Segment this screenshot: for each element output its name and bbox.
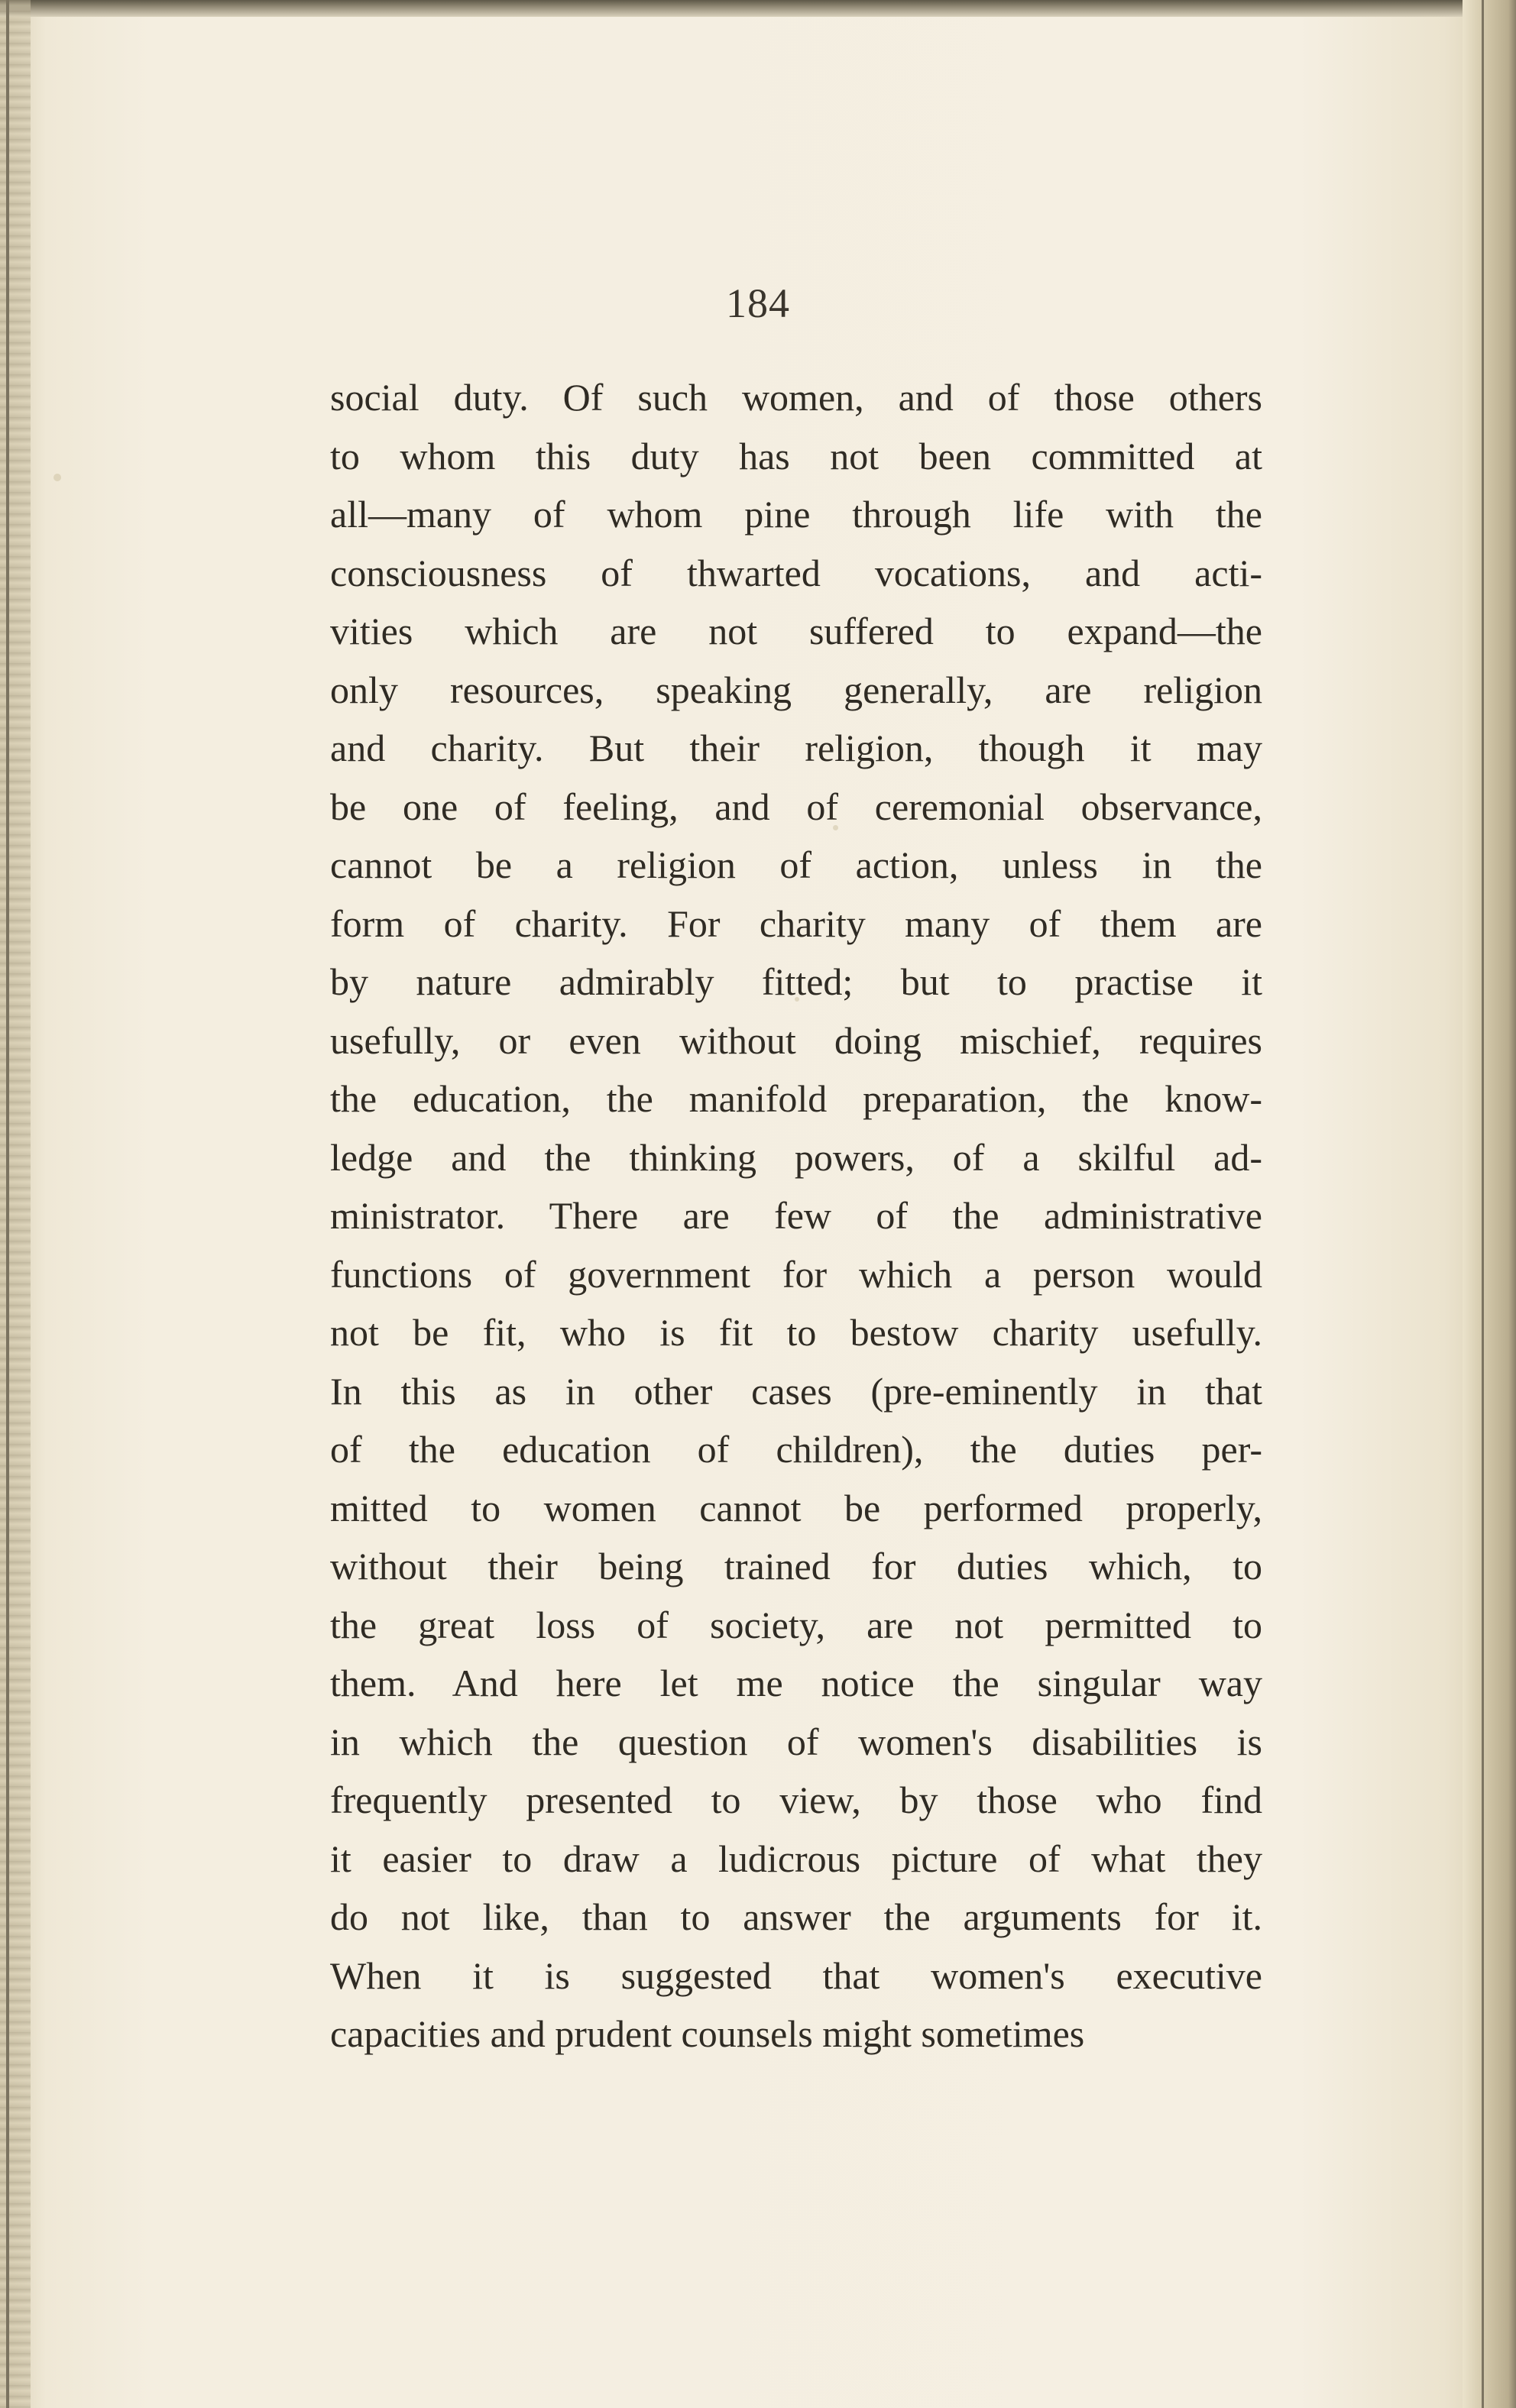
page-number: 184 bbox=[726, 280, 790, 326]
text-line: them. And here let me notice the singular way bbox=[330, 1662, 1262, 1704]
fore-edge-line bbox=[1482, 0, 1484, 2408]
text-line: all—many of whom pine through life with the bbox=[330, 493, 1262, 536]
text-line: vities which are not suffered to expand—the bbox=[330, 610, 1262, 652]
text-line: consciousness of thwarted vocations, and acti- bbox=[330, 551, 1262, 594]
text-line: form of charity. For charity many of them are bbox=[330, 901, 1262, 945]
text-line: without their being trained for duties which, to bbox=[330, 1545, 1262, 1588]
body-text bbox=[330, 368, 1262, 2063]
text-line: to whom this duty has not been committed at bbox=[330, 434, 1262, 477]
text-line: cannot be a religion of action, unless in the bbox=[330, 843, 1262, 886]
paper-spot bbox=[53, 474, 61, 481]
page-fore-edge bbox=[1463, 0, 1516, 2408]
book-binding bbox=[0, 0, 31, 2408]
text-line: ledge and the thinking powers, of a skilful ad- bbox=[330, 1135, 1262, 1179]
text-line: the great loss of society, are not permitted to bbox=[330, 1603, 1262, 1646]
binding-edge-line bbox=[6, 0, 9, 2408]
text-line: usefully, or even without doing mischief, requires bbox=[330, 1018, 1262, 1062]
text-line: be one of feeling, and of ceremonial observance, bbox=[330, 785, 1262, 828]
text-line: social duty. Of such women, and of those others bbox=[330, 376, 1262, 419]
text-line: In this as in other cases (pre-eminently in that bbox=[330, 1369, 1262, 1413]
text-line: capacities and prudent counsels might sometimes bbox=[330, 2012, 1085, 2055]
text-line: and charity. But their religion, though it may bbox=[330, 727, 1262, 769]
text-line: frequently presented to view, by those who find bbox=[330, 1778, 1262, 1821]
page-top-edge bbox=[0, 0, 1516, 17]
text-line: in which the question of women's disabilities is bbox=[330, 1720, 1262, 1763]
text-line: it easier to draw a ludicrous picture of what they bbox=[330, 1837, 1262, 1880]
text-line: functions of government for which a person would bbox=[330, 1252, 1262, 1296]
text-line: by nature admirably fitted; but to practise it bbox=[330, 960, 1262, 1003]
text-line: mitted to women cannot be performed properly, bbox=[330, 1486, 1262, 1529]
text-line: the education, the manifold preparation, the know- bbox=[330, 1077, 1262, 1120]
text-line: of the education of children), the duties per- bbox=[330, 1428, 1262, 1471]
text-line: do not like, than to answer the arguments for it. bbox=[330, 1895, 1262, 1938]
text-line: only resources, speaking generally, are religion bbox=[330, 668, 1262, 711]
text-line: ministrator. There are few of the administrative bbox=[330, 1194, 1262, 1237]
text-line: When it is suggested that women's executive bbox=[330, 1953, 1262, 1997]
text-line: not be fit, who is fit to bestow charity usefully. bbox=[330, 1311, 1262, 1354]
